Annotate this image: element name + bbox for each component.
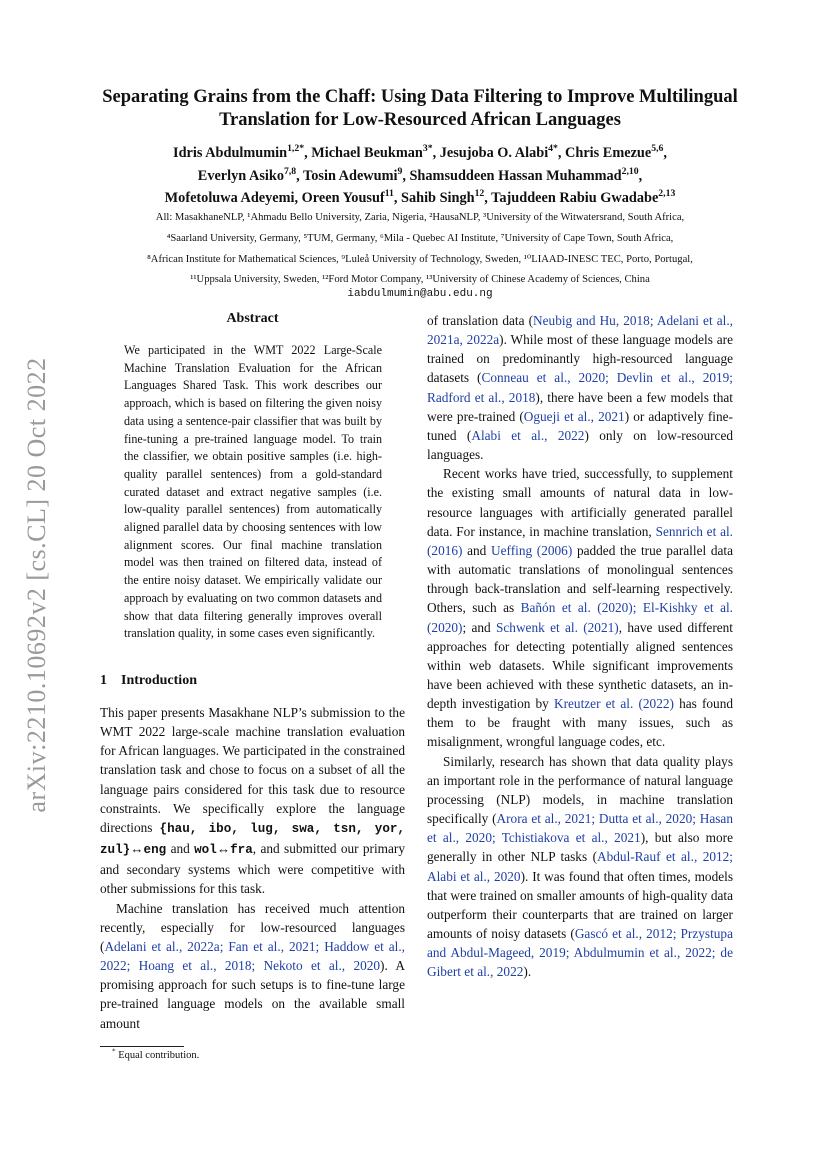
citation-link[interactable]: Gascó et al., 2012; Przystupa and Abdul-Mageed, 2019; Abdulmumin et al., 2022; de Gibert et al., 2022: [427, 926, 733, 980]
author: Idris Abdulmumin: [173, 145, 288, 161]
citation-link[interactable]: Adelani et al., 2022a; Fan et al., 2021; Haddow et al., 2022; Hoang et al., 2018; Nekoto et al., 2020: [100, 938, 405, 974]
affiliation-line: ⁸African Institute for Mathematical Sciences, ⁹Luleå University of Technology, Sweden, ¹⁰LIAAD-INESC TEC, Porto, Portugal,: [147, 253, 693, 265]
citation-link[interactable]: Arora et al., 2021; Dutta et al., 2020; Hasan et al., 2020; Tchistiakova et al., 2021: [427, 811, 733, 846]
language-set: {hau, ibo, lug, swa, tsn, yor, zul}: [100, 821, 405, 858]
citation-link[interactable]: Ogueji et al., 2021: [523, 408, 625, 424]
contact-email: iabdulmumin@abu.edu.ng: [347, 288, 493, 300]
citation-link[interactable]: Abdul-Rauf et al., 2012; Alabi et al., 2020: [427, 849, 733, 884]
intro-column: [100, 703, 405, 1033]
section-number: 1: [100, 673, 107, 688]
citation-link[interactable]: Neubig and Hu, 2018; Adelani et al., 2021a, 2022a: [427, 313, 733, 348]
author: Jesujoba O. Alabi: [439, 145, 549, 161]
author: Sahib Singh: [401, 190, 475, 206]
citation-link[interactable]: Bañón et al. (2020); El-Kishky et al. (2020): [427, 600, 734, 635]
citation-link[interactable]: Schwenk et al. (2021): [496, 619, 619, 635]
arxiv-id: arXiv:2210.10692v2 [cs.CL] 20 Oct 2022: [22, 357, 51, 813]
citation-link[interactable]: Conneau et al., 2020; Devlin et al., 2019; Radford et al., 2018: [427, 370, 733, 405]
footnote-mark: *: [112, 1047, 116, 1056]
author: Tosin Adewumi: [303, 167, 398, 184]
abstract-text: We participated in the WMT 2022 Large-Scale Machine Translation Evaluation for the African Languages Shared Task. This work describes our approach, which is based on filtering the given noisy data using a sentence-pair classifier that was built by fine-tuning a pre-trained language model. To train the classifier, we obtain positive samples (i.e. high-quality parallel sentences) from a gold-standard curated dataset and extract negative samples (i.e. low-quality parallel sentences) from automatically aligned parallel data by choosing sentences with low alignment scores. Our final machine translation model was then trained on filtered data, instead of the entire noisy dataset. We empirically validate our approach by evaluating on two common datasets and show that data filtering generally improves overall translation quality, in some cases even significantly.: [124, 343, 382, 641]
citation-link[interactable]: Alabi et al., 2022: [471, 427, 585, 443]
arxiv-watermark: [16, 340, 58, 830]
author: Shamsuddeen Hassan Muhammad: [409, 167, 622, 184]
paragraph: Similarly, research has shown that data quality plays an important role in the performance of natural language processing (NLP) models, in machine translation specifically (Arora et al., 2021; Dutta et al., 2020; Hasan et al., 2020; Tchistiakova et al., 2021), but also more generally in other NLP tasks (Abdul-Rauf et al., 2012; Alabi et al., 2020). It was found that often times, models that were trained on smaller amounts of high-quality data outperform their counterparts that are trained on larger amounts of noisy datasets (Gascó et al., 2012; Przystupa and Abdul-Mageed, 2019; Abdulmumin et al., 2022; de Gibert et al., 2022).: [427, 753, 733, 980]
citation-link[interactable]: Ueffing (2006): [491, 542, 573, 558]
author: Tajuddeen Rabiu Gwadabe: [491, 190, 659, 206]
author: Mofetoluwa Adeyemi: [164, 190, 295, 206]
citation-link[interactable]: Sennrich et al. (2016): [427, 523, 733, 558]
affiliation-line: ⁴Saarland University, Germany, ⁵TUM, Germany, ⁶Mila - Quebec AI Institute, ⁷University of Cape Town, South Africa,: [166, 232, 674, 244]
paragraph: Machine translation has received much attention recently, especially for low-resourced languages (Adelani et al., 2022a; Fan et al., 2021; Haddow et al., 2022; Hoang et al., 2018; Nekoto et al., 2020). A promising approach for such setups is to fine-tune large pre-trained language models on the available small amount: [100, 900, 405, 1031]
paragraph: of translation data (Neubig and Hu, 2018; Adelani et al., 2021a, 2022a). While most of these language models are trained on predominantly high-resourced language datasets (Conneau et al., 2020; Devlin et al., 2019; Radford et al., 2018), there have been a few models that were pre-trained (Ogueji et al., 2021) or adaptively fine-tuned (Alabi et al., 2022) only on low-resourced languages.: [427, 313, 733, 463]
right-column: [427, 311, 733, 981]
affiliation-line: All: MasakhaneNLP, ¹Ahmadu Bello University, Zaria, Nigeria, ²HausaNLP, ³University of the Witwatersrand, South Africa,: [155, 212, 685, 223]
author: Everlyn Asiko: [197, 167, 284, 184]
author: Oreen Yousuf: [301, 190, 385, 206]
section-title: Introduction: [121, 673, 197, 688]
paragraph: This paper presents Masakhane NLP’s submission to the WMT 2022 large-scale machine translation evaluation for African languages. We participated in the constrained translation task and chose to focus on a subset of all the language pairs considered for this task due to resource constraints. We specifically explore the language directions {hau, ibo, lug, swa, tsn, yor, zul}↔eng and wol↔fra, and submitted our primary and secondary systems which were competitive with other submissions for this task.: [100, 705, 405, 897]
footnote-text: Equal contribution.: [118, 1050, 200, 1061]
paper-title: Separating Grains from the Chaff: Using Data Filtering to Improve Multilingual Translation for Low-Resourced African Languages: [102, 87, 738, 130]
affiliation-line: ¹¹Uppsala University, Sweden, ¹²Ford Motor Company, ¹³University of Chinese Academy of Sciences, China: [190, 274, 650, 286]
citation-link[interactable]: Kreutzer et al. (2022): [554, 696, 674, 712]
author: Chris Emezue: [565, 145, 652, 161]
author-list: Idris Abdulmumin$^{1,2*}$, Michael Beukman$^{3*}$, Jesujoba O. Alabi$^{4*}$, Chris Emezue$^{5,6}$, Everlyn Asiko$^{7,8}$, Tosin Adewumi$^9$, Shamsuddeen Hassan Muhammad$^{2,10}$, Mofetoluwa Adeyemi, Oreen Yousuf$^{11}$, Sahib Singh$^{12}$, Tajuddeen Rabiu Gwadabe$^{2,13}$: [164, 143, 676, 206]
section-heading: [100, 673, 197, 689]
abstract-heading: Abstract: [226, 311, 279, 326]
paragraph: Recent works have tried, successfully, to supplement the existing small amounts of natural data in low-resource languages with artificially generated parallel data. For instance, in machine translation, Sennrich et al. (2016) and Ueffing (2006) padded the true parallel data with automatic translations of monolingual sentences through back-translation and self-learning respectively. Others, such as Bañón et al. (2020); El-Kishky et al. (2020); and Schwenk et al. (2021), have used different approaches for detecting potentially aligned sentences within web datasets. While significant improvements have been achieved with these synthetic datasets, an in-depth investigation by Kreutzer et al. (2022) has found them to be fraught with many issues, such as misalignment, wrongful language codes, etc.: [427, 466, 734, 750]
affiliations: [50, 208, 790, 291]
footnote: [112, 1047, 200, 1061]
author: Michael Beukman: [311, 145, 423, 161]
